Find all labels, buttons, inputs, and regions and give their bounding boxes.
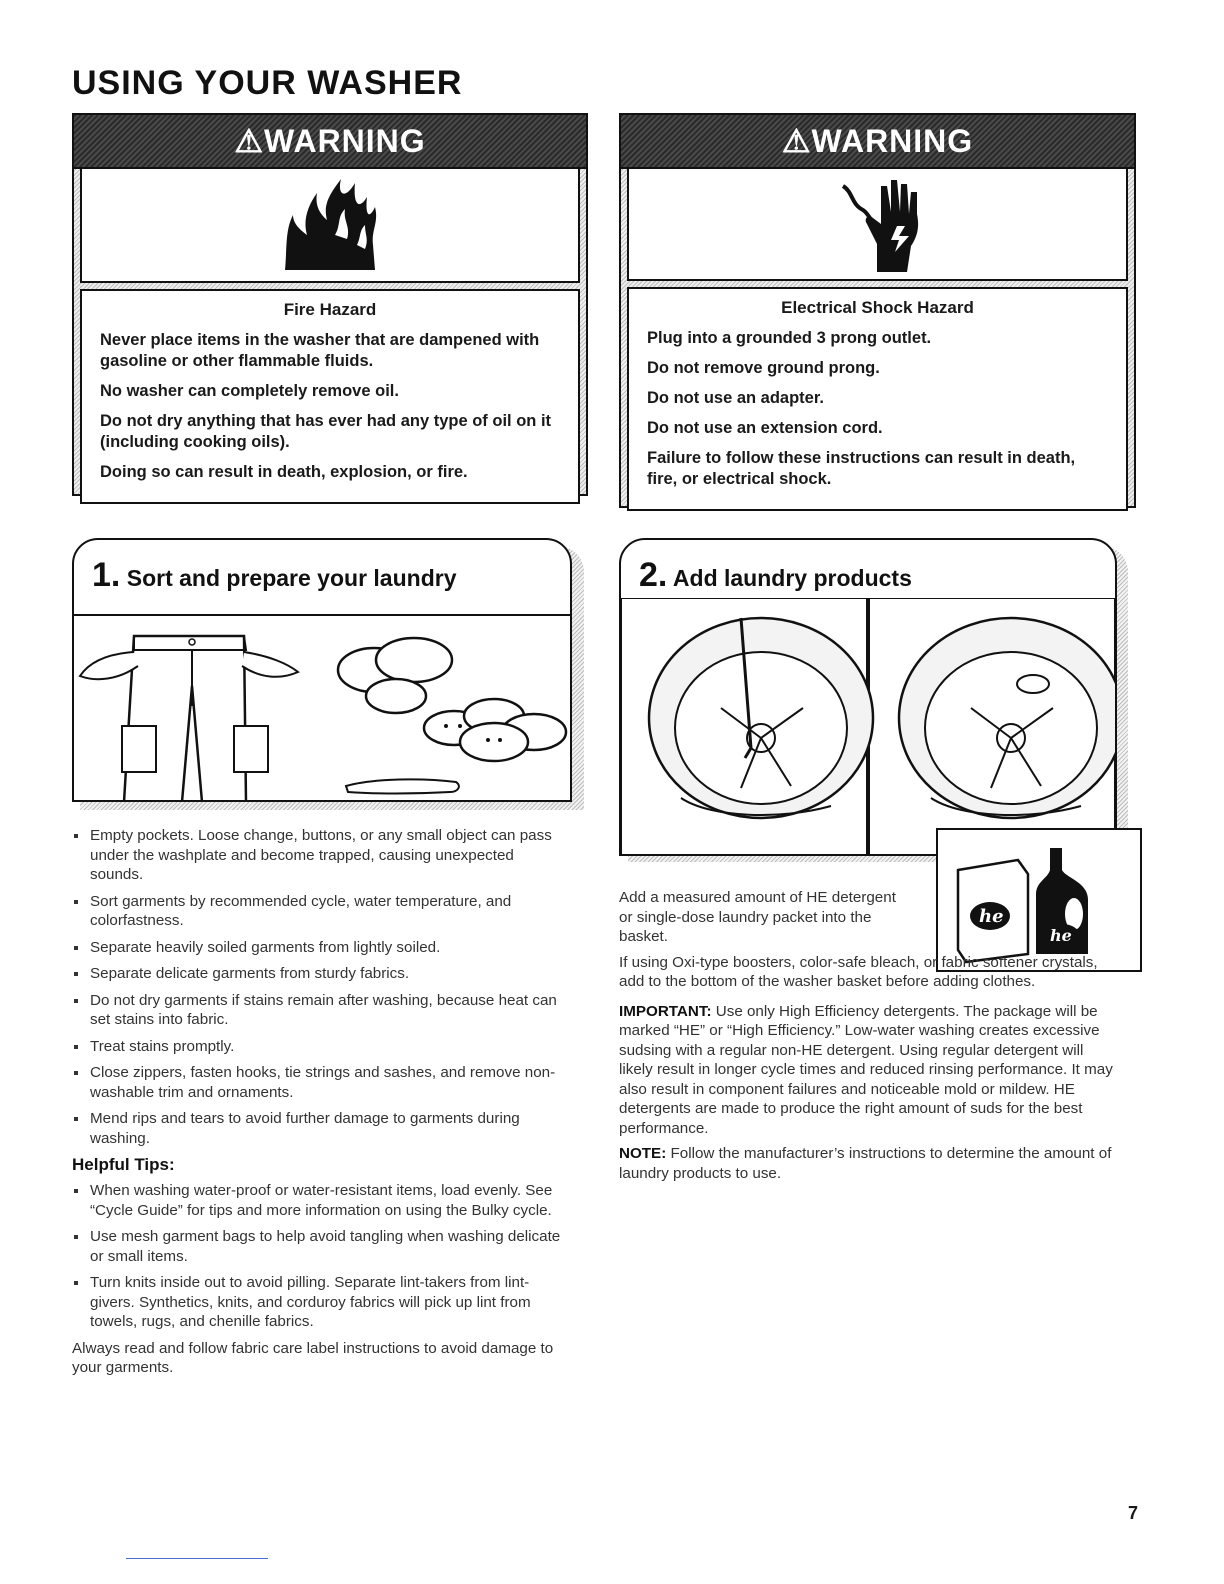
fire-hazard-title: Fire Hazard: [283, 300, 377, 319]
step2-para-2: [619, 953, 1119, 992]
fire-warning-box: [72, 113, 588, 496]
list-item: Turn knits inside out to avoid pilling. Separate lint-takers from lint-givers. Synthetics, knits, and corduroy fabrics will pick up lint from towels, rugs, and chenille fabrics.: [72, 1273, 568, 1332]
important-note: [619, 1002, 1119, 1139]
shock-warning-label: ⚠WARNING: [781, 123, 974, 159]
shock-warning-line: Do not use an adapter.: [647, 389, 824, 407]
fire-warning-line: Do not dry anything that has ever had any type of oil on it (including cooking oils).: [100, 412, 552, 451]
step2-title-text: Add laundry products: [672, 565, 912, 591]
helpful-tips-heading: Helpful Tips:: [72, 1155, 175, 1174]
care-label-note: Always read and follow fabric care label instructions to avoid damage to your garments.: [72, 1339, 554, 1376]
note-label: NOTE:: [619, 1145, 667, 1162]
shock-warning-header: [621, 115, 1134, 169]
step2-box: [619, 538, 1117, 856]
shock-icon-panel: [627, 169, 1128, 281]
shock-hazard-title: Electrical Shock Hazard: [781, 298, 974, 317]
pockets-coins-illustration: [74, 616, 570, 802]
shock-warning-line: Failure to follow these instructions can result in death, fire, or electrical shock.: [647, 449, 1076, 488]
step1-title-text: Sort and prepare your laundry: [126, 565, 457, 591]
step1-number: 1.: [92, 556, 121, 594]
fire-warning-header: [74, 115, 586, 169]
list-item: Separate heavily soiled garments from lightly soiled.: [72, 938, 568, 958]
list-item: Mend rips and tears to avoid further damage to garments during washing.: [72, 1109, 568, 1148]
fire-warning-line: No washer can completely remove oil.: [100, 382, 399, 400]
list-item: When washing water-proof or water-resistant items, load evenly. See “Cycle Guide” for tips and more information on using the Bulky cycle.: [72, 1181, 568, 1220]
manufacturer-note: [619, 1144, 1119, 1183]
list-item: Close zippers, fasten hooks, tie strings and sashes, and remove non-washable trim and ornaments.: [72, 1063, 568, 1102]
step1-title: [74, 540, 570, 595]
fire-warning-label: ⚠WARNING: [234, 123, 426, 159]
list-item: Do not dry garments if stains remain after washing, because heat can set stains into fabric.: [72, 991, 568, 1030]
shock-warning-line: Plug into a grounded 3 prong outlet.: [647, 329, 932, 347]
important-text: Use only High Efficiency detergents. The package will be marked “HE” or “High Efficiency.” Low-water washing creates excessive sudsing with a regular non-HE detergent. Using regular detergent will likely result in longer cycle times and reduced rinsing performance. It may also result in component failures and noticeable mold or mildew. HE detergents are made to produce the right amount of suds for the best performance.: [619, 1002, 1113, 1137]
fire-icon-panel: [80, 169, 580, 283]
footer-line: [126, 1558, 268, 1559]
shock-warning-line: Do not remove ground prong.: [647, 359, 880, 377]
list-item: Empty pockets. Loose change, buttons, or any small object can pass under the washplate and become trapped, causing unexpected sounds.: [72, 826, 568, 885]
step2-number: 2.: [639, 556, 668, 594]
he-logo-text: he: [979, 906, 1004, 927]
list-item: Sort garments by recommended cycle, water temperature, and colorfastness.: [72, 892, 568, 931]
step2-para-2-text: If using Oxi-type boosters, color-safe bleach, or fabric softener crystals, add to the bottom of the washer basket before adding clothes.: [619, 953, 1098, 990]
list-item: Use mesh garment bags to help avoid tangling when washing delicate or small items.: [72, 1227, 568, 1266]
list-item: Separate delicate garments from sturdy fabrics.: [72, 964, 568, 984]
shock-warning-text: [627, 287, 1128, 511]
note-text: Follow the manufacturer’s instructions to determine the amount of laundry products to use.: [619, 1145, 1112, 1182]
page-number: 7: [1128, 1503, 1139, 1523]
step1-content: [72, 826, 568, 1386]
fire-icon: [275, 175, 385, 275]
he-logo-text: he: [1050, 926, 1072, 945]
step2-content: [619, 888, 1119, 1191]
important-label: IMPORTANT:: [619, 1002, 712, 1020]
fire-warning-text: [80, 289, 580, 504]
step2-title: [621, 540, 1115, 595]
page-title: USING YOUR WASHER: [72, 64, 463, 102]
step1-box: [72, 538, 572, 802]
shock-warning-line: Do not use an extension cord.: [647, 419, 883, 437]
helpful-tips-list: [72, 1181, 568, 1332]
fire-warning-line: Doing so can result in death, explosion, or fire.: [100, 463, 468, 481]
fire-warning-line: Never place items in the washer that are dampened with gasoline or other flammable fluids.: [100, 331, 540, 370]
shock-warning-box: [619, 113, 1136, 508]
electric-shock-icon: [823, 174, 933, 274]
washer-basket-illustration: [621, 598, 1115, 856]
step2-para-1: Add a measured amount of HE detergent or single-dose laundry packet into the basket.: [619, 889, 896, 945]
list-item: Treat stains promptly.: [72, 1037, 568, 1057]
step1-bullets: [72, 826, 568, 1148]
